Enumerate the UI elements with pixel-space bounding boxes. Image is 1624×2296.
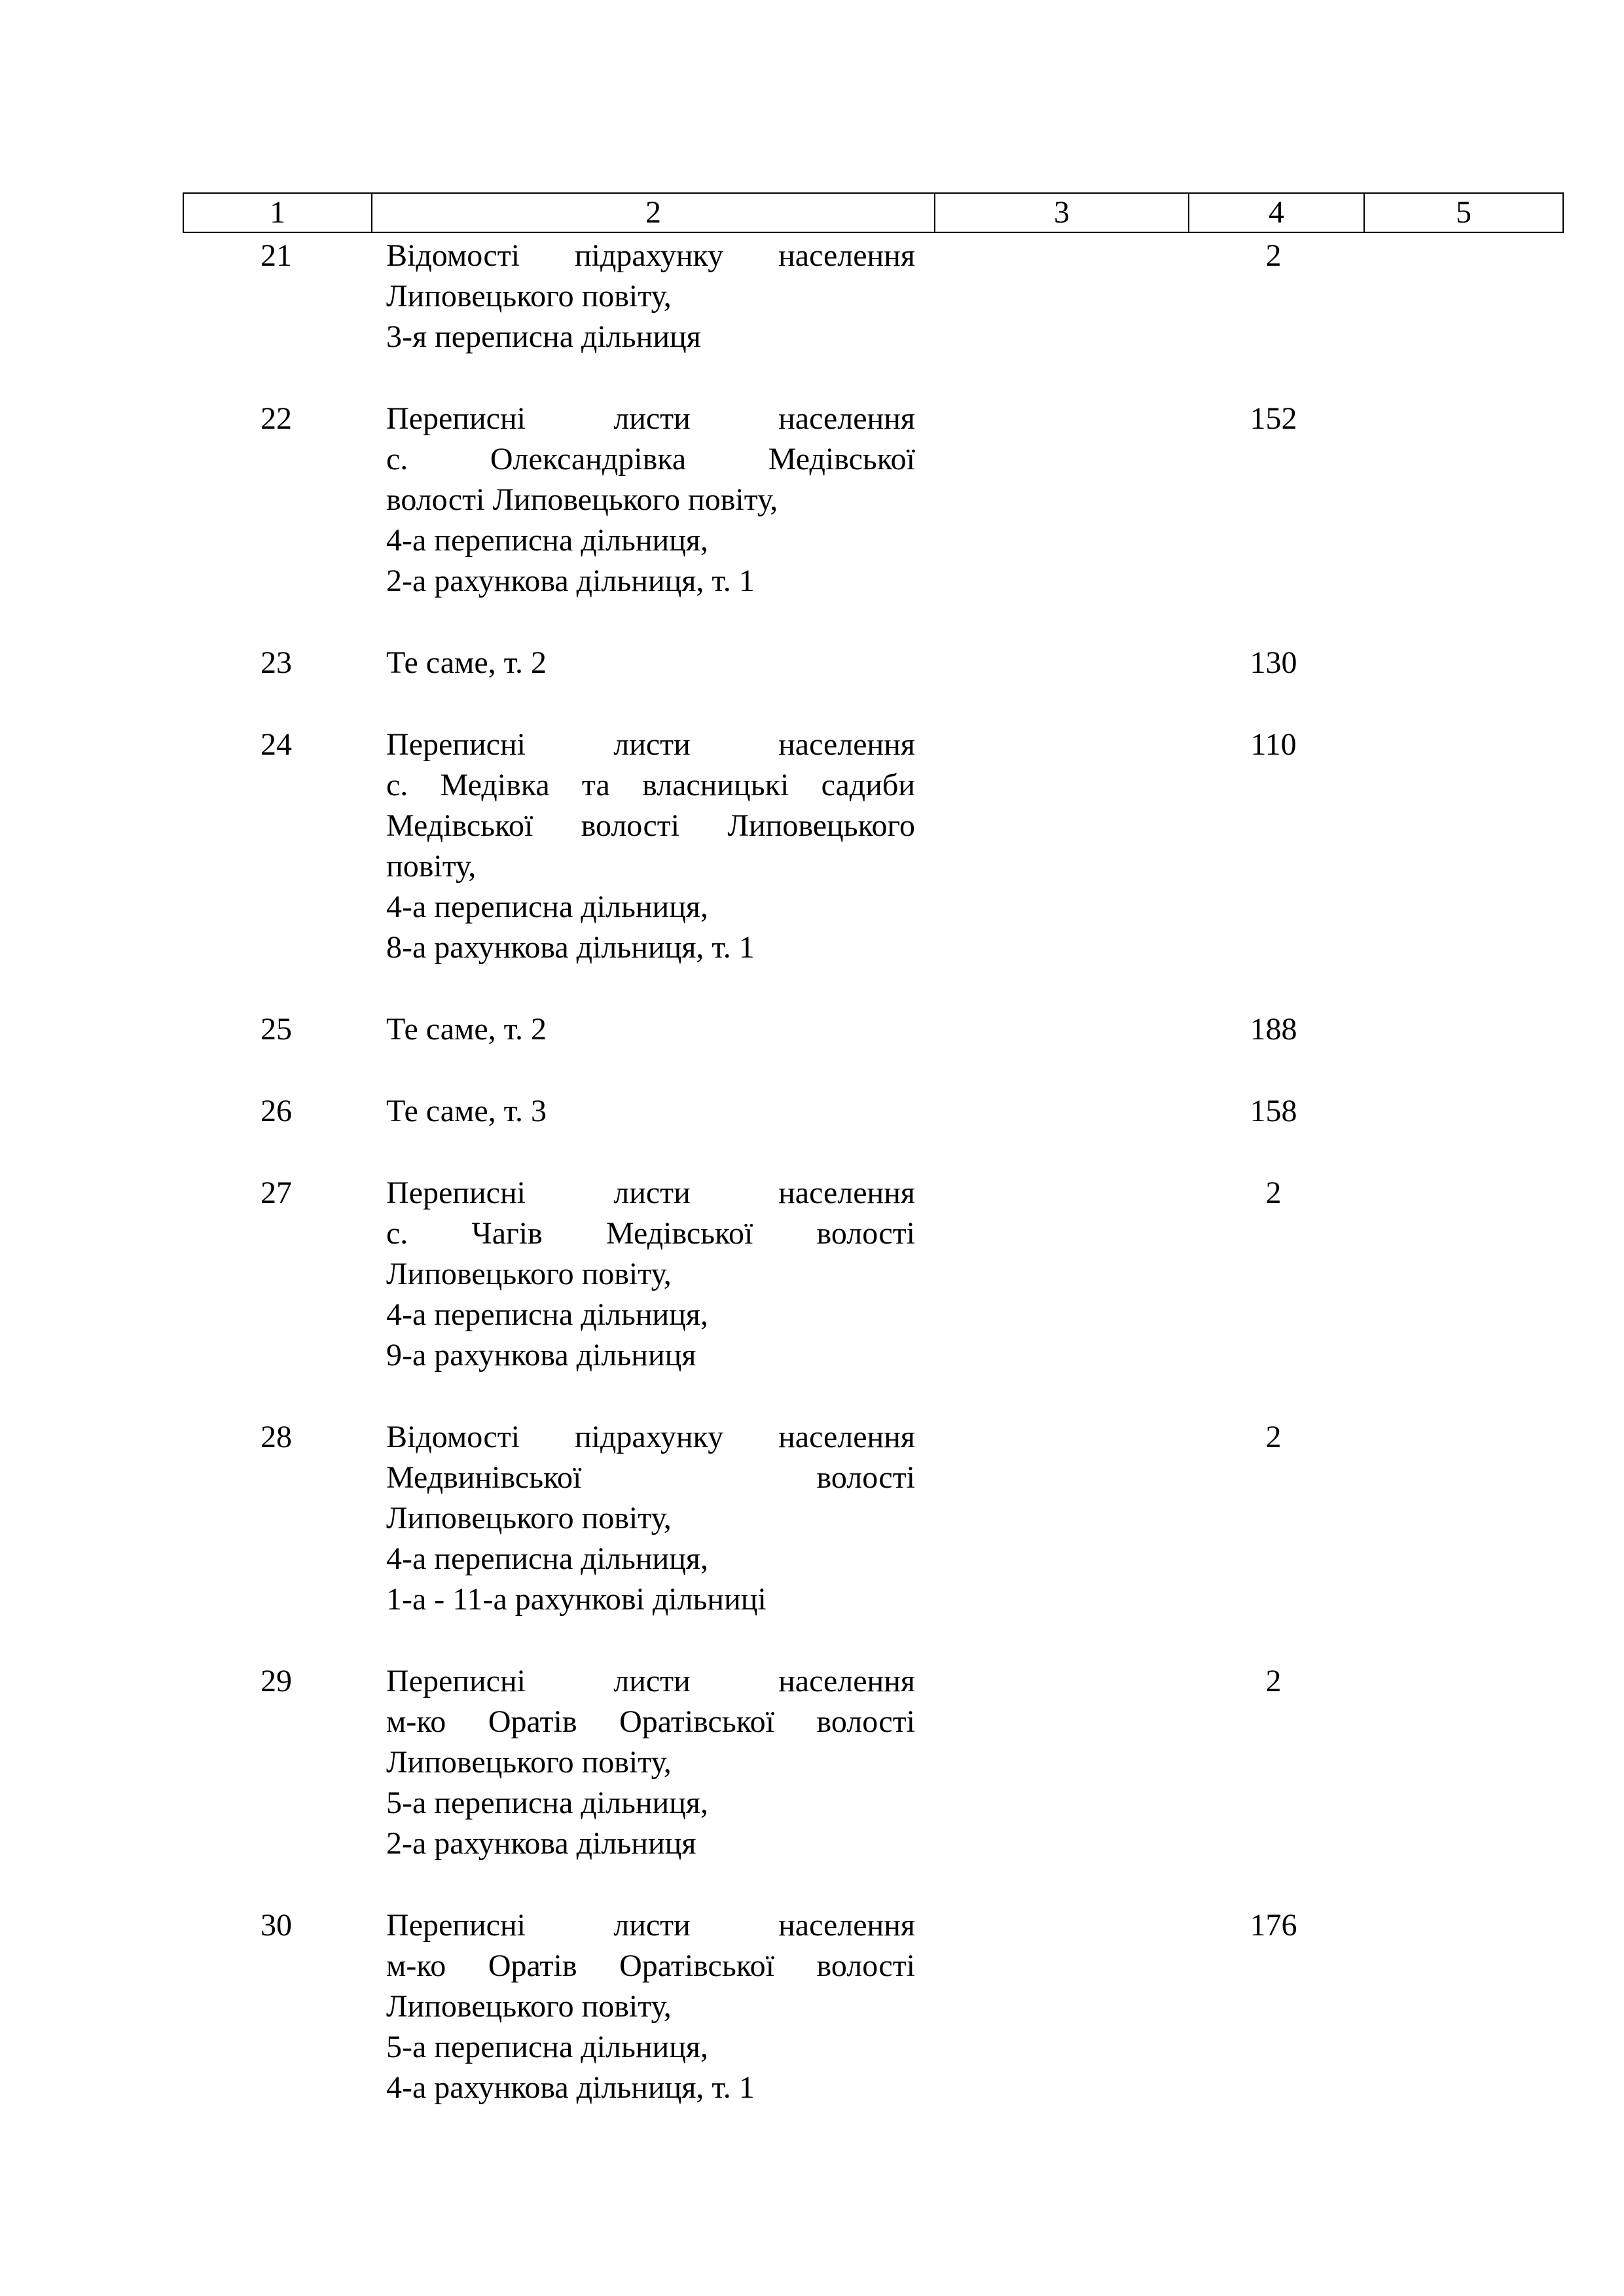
description-line: Переписні листи населення — [386, 401, 915, 436]
description-line: с. Медівка та власницькі садиби — [386, 768, 915, 802]
record-number: 23 — [261, 645, 292, 680]
record-number: 26 — [261, 1094, 292, 1128]
description-line: Липовецького повіту, — [386, 1257, 672, 1291]
record-number: 22 — [261, 401, 292, 436]
description-line: Те саме, т. 3 — [386, 1094, 547, 1128]
sheet-count: 110 — [1250, 727, 1297, 762]
table-row — [0, 725, 1624, 968]
description-line: 4-а переписна дільниця, — [386, 889, 708, 924]
record-description — [386, 1417, 915, 1620]
sheet-count: 2 — [1265, 1664, 1282, 1698]
sheet-count: 130 — [1250, 645, 1297, 680]
description-line: Відомості підрахунку населення — [386, 238, 915, 273]
description-line: с. Олександрівка Медівської — [386, 442, 915, 476]
description-line: Те саме, т. 2 — [386, 1012, 547, 1047]
column-header-1: 1 — [183, 193, 372, 232]
table-row — [0, 1009, 1624, 1050]
description-line: Переписні листи населення — [386, 727, 915, 762]
column-header-5: 5 — [1364, 193, 1563, 232]
description-line: Переписні листи населення — [386, 1908, 915, 1943]
column-header-3: 3 — [935, 193, 1189, 232]
column-header-4: 4 — [1189, 193, 1364, 232]
description-line: с. Чагів Медівської волості — [386, 1216, 915, 1251]
description-line: Медівської волості Липовецького — [386, 808, 915, 843]
record-number: 28 — [261, 1420, 292, 1454]
column-header-row — [183, 193, 1563, 232]
record-description — [386, 1661, 915, 1864]
sheet-count: 158 — [1250, 1094, 1297, 1128]
description-line: Липовецького повіту, — [386, 1989, 672, 2024]
record-number: 21 — [261, 238, 292, 273]
description-line: Відомості підрахунку населення — [386, 1420, 915, 1454]
sheet-count: 152 — [1250, 401, 1297, 436]
table-row — [0, 1173, 1624, 1376]
record-number: 25 — [261, 1012, 292, 1047]
record-description — [386, 725, 915, 968]
description-line: Липовецького повіту, — [386, 1501, 672, 1535]
description-line: 9-а рахункова дільниця — [386, 1338, 696, 1372]
column-header-2: 2 — [372, 193, 935, 232]
description-line: 4-а рахункова дільниця, т. 1 — [386, 2070, 755, 2105]
table-row — [0, 1905, 1624, 2108]
column-header-table — [183, 192, 1564, 233]
table-row — [0, 1661, 1624, 1864]
record-number: 27 — [261, 1175, 292, 1210]
sheet-count: 176 — [1250, 1908, 1297, 1943]
description-line: 2-а рахункова дільниця, т. 1 — [386, 564, 755, 598]
record-description — [386, 1173, 915, 1376]
description-line: м-ко Оратів Оратівської волості — [386, 1948, 915, 1983]
table-row — [0, 1417, 1624, 1620]
sheet-count: 2 — [1265, 1420, 1282, 1454]
description-line: повіту, — [386, 849, 477, 884]
description-line: волості Липовецького повіту, — [386, 482, 778, 517]
description-line: Переписні листи населення — [386, 1175, 915, 1210]
sheet-count: 2 — [1265, 238, 1282, 273]
description-line: Липовецького повіту, — [386, 1745, 672, 1780]
record-description — [386, 1091, 915, 1132]
record-description — [386, 643, 915, 683]
sheet-count: 2 — [1265, 1175, 1282, 1210]
description-line: 1-а - 11-а рахункові дільниці — [386, 1582, 767, 1617]
table-row — [0, 1091, 1624, 1132]
description-line: 2-а рахункова дільниця — [386, 1826, 696, 1861]
record-description — [386, 399, 915, 601]
description-line: Те саме, т. 2 — [386, 645, 547, 680]
description-line: м-ко Оратів Оратівської волості — [386, 1704, 915, 1739]
table-row — [0, 399, 1624, 601]
table-row — [0, 236, 1624, 357]
description-line: Медвинівської волості — [386, 1460, 915, 1495]
description-line: 4-а переписна дільниця, — [386, 1541, 708, 1576]
record-list — [0, 236, 1624, 2108]
description-line: 5-а переписна дільниця, — [386, 2030, 708, 2064]
description-line: 5-а переписна дільниця, — [386, 1785, 708, 1820]
record-description — [386, 236, 915, 357]
record-number: 24 — [261, 727, 292, 762]
description-line: Переписні листи населення — [386, 1664, 915, 1698]
description-line: 8-а рахункова дільниця, т. 1 — [386, 930, 755, 965]
record-description — [386, 1905, 915, 2108]
description-line: Липовецького повіту, — [386, 279, 672, 314]
sheet-count: 188 — [1250, 1012, 1297, 1047]
record-number: 30 — [261, 1908, 292, 1943]
description-line: 3-я переписна дільниця — [386, 319, 701, 354]
record-number: 29 — [261, 1664, 292, 1698]
description-line: 4-а переписна дільниця, — [386, 523, 708, 558]
record-description — [386, 1009, 915, 1050]
table-row — [0, 643, 1624, 683]
description-line: 4-а переписна дільниця, — [386, 1297, 708, 1332]
